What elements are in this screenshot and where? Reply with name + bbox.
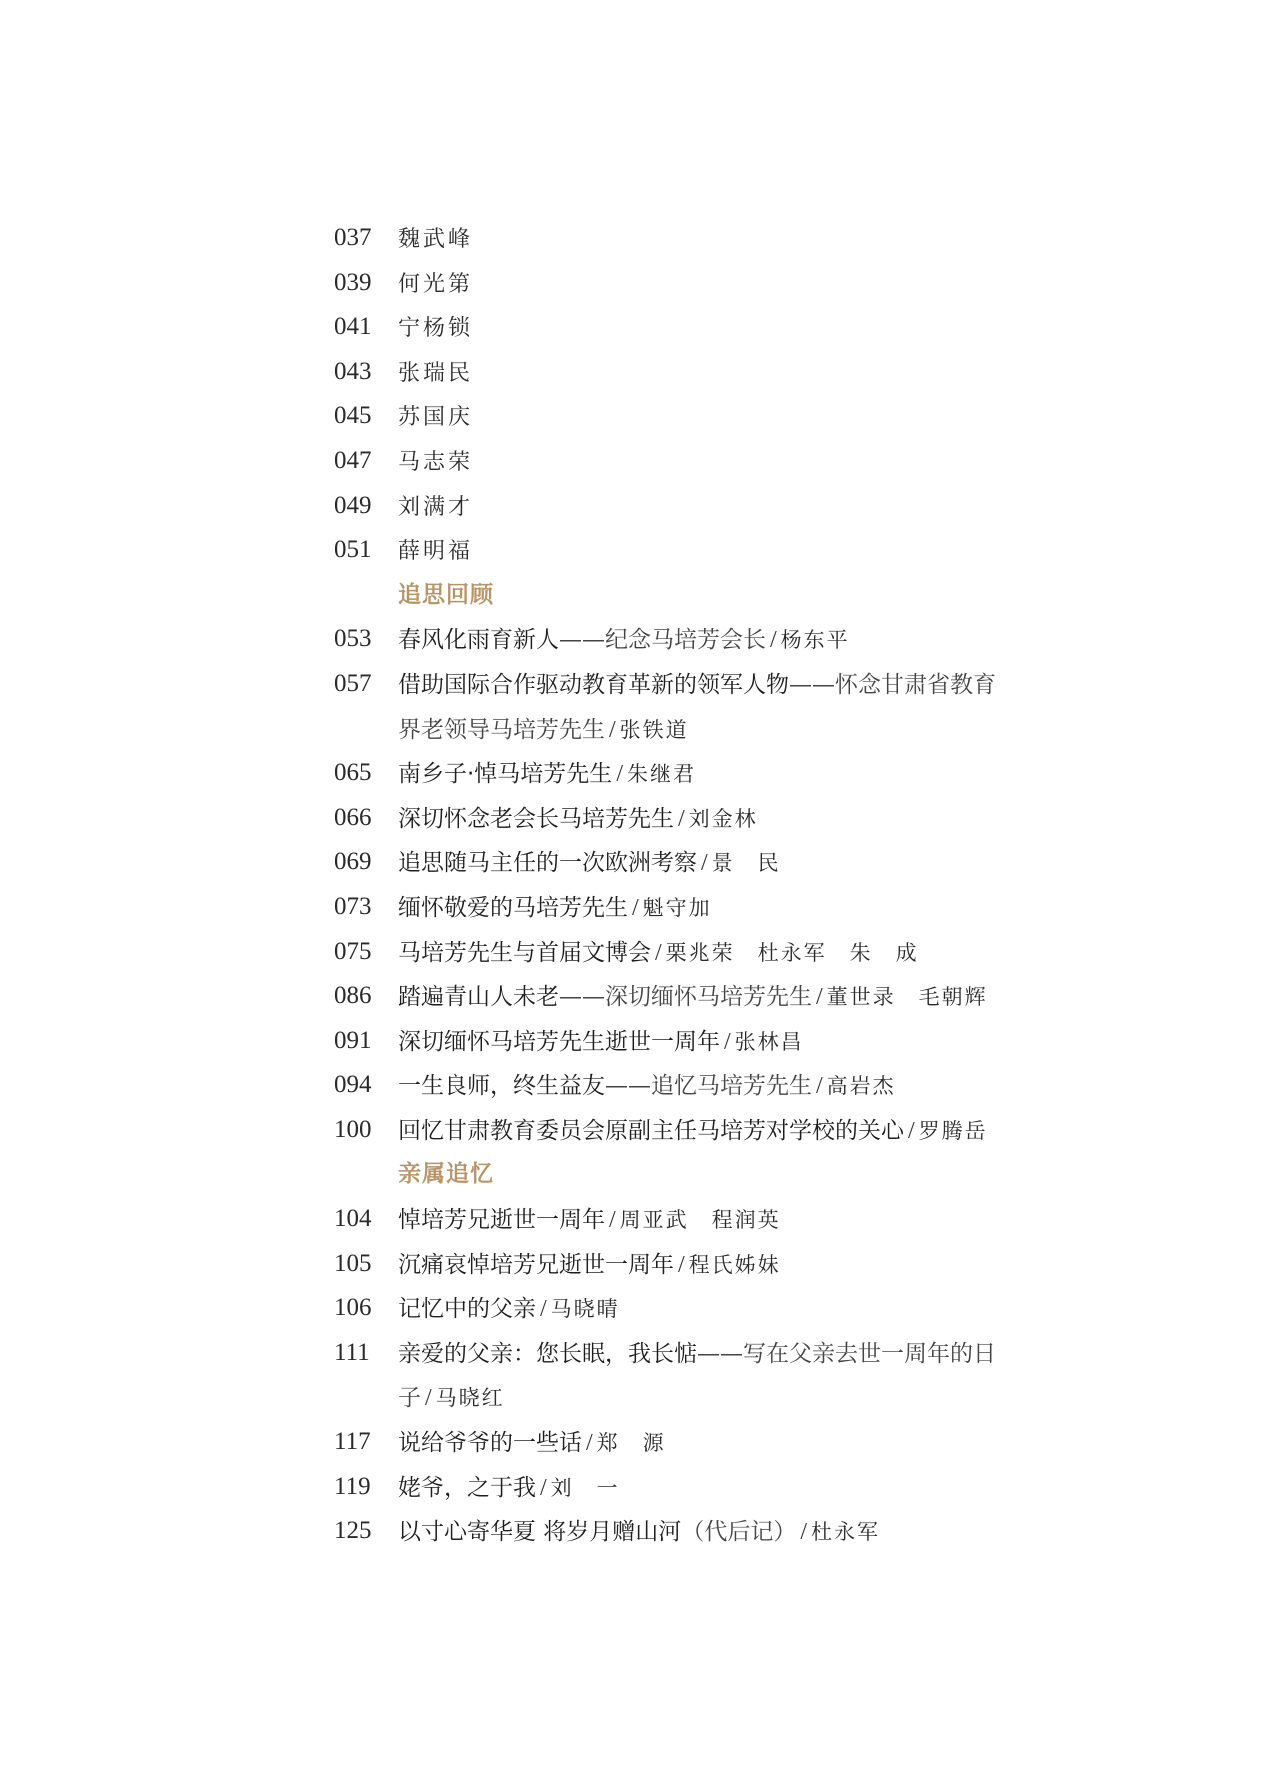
toc-entry [334,1509,1074,1554]
toc-entry [334,974,1074,1019]
entry-subtitle: ——追忆马培芳先生 [605,1073,812,1100]
page-number: 041 [334,313,372,341]
page-number: 111 [334,1338,370,1366]
person-name: 苏国庆 [398,405,474,431]
entry-author: 景 民 [711,851,781,876]
page-number: 045 [334,402,372,430]
entry-title: 春风化雨育新人 [398,627,559,654]
toc-entry [334,1019,1074,1064]
entry-text [398,484,473,531]
entry-author: 程氏姊妹 [688,1252,781,1277]
toc-entry [334,840,1074,885]
entry-text [398,350,473,397]
entry-text [398,216,473,263]
entry-author: 刘 一 [550,1475,620,1500]
entry-author: 魁守加 [642,895,712,920]
author-separator: / [425,1385,432,1412]
entry-text [398,1108,988,1154]
entry-author: 郑 源 [596,1431,666,1456]
author-separator: / [678,805,685,832]
entry-subtitle: ——怀念甘肃省教育 [789,671,996,698]
entry-subtitle: 子 [398,1385,421,1412]
page-number: 094 [334,1071,372,1099]
entry-text [398,1286,620,1332]
entry-text [398,305,473,352]
toc-entry [334,528,1074,573]
page-number: 106 [334,1294,372,1322]
page-number: 069 [334,848,372,876]
page-number: 066 [334,803,372,831]
author-separator: / [632,894,639,921]
page-number: 053 [334,625,372,653]
entry-title: 踏遍青山人未老 [398,984,559,1011]
entry-title: 悼培芳兄逝世一周年 [398,1207,605,1234]
page-number: 091 [334,1026,372,1054]
author-separator: / [609,1207,616,1234]
entry-title: 亲爱的父亲：您长眠，我长惦 [398,1340,697,1367]
toc-entry [334,796,1074,841]
entry-text [398,439,473,486]
section-heading-row [334,573,1074,618]
toc-entry [334,394,1074,439]
person-name: 薛明福 [398,539,474,565]
page-number: 047 [334,446,372,474]
toc-entry [334,261,1074,306]
page-number: 100 [334,1115,372,1143]
toc-entry [334,662,1074,707]
author-separator: / [586,1430,593,1457]
page-number: 043 [334,357,372,385]
page-number: 119 [334,1472,371,1500]
entry-title: 以寸心寄华夏 将岁月赠山河 [398,1519,682,1546]
page-number: 104 [334,1205,372,1233]
page-number: 049 [334,491,372,519]
section-heading-row [334,1152,1074,1197]
entry-text [398,1197,781,1243]
entry-subtitle: 界老领导马培芳先生 [398,716,605,743]
entry-title: 借助国际合作驱动教育革新的领军人物 [398,671,789,698]
toc-entry [334,1286,1074,1331]
entry-author: 罗腾岳 [918,1118,988,1143]
toc-entry [334,216,1074,261]
entry-text [398,1063,896,1109]
person-name: 宁杨锁 [398,316,474,342]
entry-text [398,1509,880,1555]
author-separator: / [616,761,623,788]
author-separator: / [800,1519,807,1546]
toc-entry [334,617,1074,662]
entry-author: 张林昌 [734,1029,804,1054]
entry-text [398,261,473,308]
toc-entry [334,930,1074,975]
entry-text [398,707,689,753]
person-name: 马志荣 [398,449,474,475]
toc-entry [334,707,1074,752]
page-number: 125 [334,1517,372,1545]
author-separator: / [770,627,777,654]
entry-title: 缅怀敬爱的马培芳先生 [398,894,628,921]
author-separator: / [609,716,616,743]
page-number: 051 [334,536,372,564]
entry-author: 朱继君 [626,762,696,787]
entry-text [398,1331,996,1377]
toc-entry [334,1197,1074,1242]
page-number: 037 [334,224,372,251]
entry-author: 高岩杰 [826,1074,896,1099]
entry-text [398,1465,620,1511]
entry-text [398,751,696,797]
entry-title: 回忆甘肃教育委员会原副主任马培芳对学校的关心 [398,1117,904,1144]
section-heading: 亲属追忆 [398,1161,494,1188]
page-number: 039 [334,268,372,296]
author-separator: / [540,1296,547,1323]
entry-author: 杜永军 [810,1520,880,1545]
toc-entry [334,305,1074,350]
author-separator: / [655,939,662,966]
author-separator: / [724,1028,731,1055]
entry-subtitle: ——纪念马培芳会长 [559,627,766,654]
table-of-contents [334,216,1074,1554]
toc-entry [334,439,1074,484]
entry-subtitle: ——写在父亲去世一周年的日 [697,1340,996,1367]
entry-author: 董世录 毛朝辉 [826,985,988,1010]
toc-entry [334,1063,1074,1108]
entry-title: 追思随马主任的一次欧洲考察 [398,850,697,877]
entry-title: 姥爷，之于我 [398,1474,536,1501]
entry-text [398,840,781,886]
toc-entry [334,1331,1074,1376]
author-separator: / [816,984,823,1011]
entry-text [398,974,988,1020]
page-number: 105 [334,1249,372,1277]
page-number: 065 [334,759,372,787]
entry-text [398,617,850,663]
entry-text [398,1242,781,1288]
entry-title: 南乡子·悼马培芳先生 [398,761,613,788]
toc-entry [334,1375,1074,1420]
entry-text [398,796,758,842]
entry-title: 马培芳先生与首届文博会 [398,939,651,966]
toc-entry [334,484,1074,529]
toc-entry [334,1465,1074,1510]
page-number: 086 [334,982,372,1010]
author-separator: / [701,850,708,877]
page-number: 057 [334,669,372,697]
page-number: 117 [334,1428,371,1456]
entry-text [398,394,473,441]
author-separator: / [816,1073,823,1100]
author-separator: / [540,1474,547,1501]
toc-entry [334,1108,1074,1153]
entry-author: 刘金林 [688,806,758,831]
page-number: 075 [334,937,372,965]
entry-title: 深切怀念老会长马培芳先生 [398,805,674,832]
page-number: 073 [334,892,372,920]
entry-title: 沉痛哀悼培芳兄逝世一周年 [398,1251,674,1278]
entry-text [398,1420,666,1466]
entry-title: 说给爷爷的一些话 [398,1430,582,1457]
entry-subtitle: ——深切缅怀马培芳先生 [559,984,812,1011]
toc-entry [334,350,1074,395]
entry-text [398,930,919,976]
entry-text [398,662,996,708]
author-separator: / [908,1117,915,1144]
entry-title: 记忆中的父亲 [398,1296,536,1323]
entry-title: 深切缅怀马培芳先生逝世一周年 [398,1028,720,1055]
entry-title: 一生良师，终生益友 [398,1073,605,1100]
toc-entry [334,1242,1074,1287]
entry-author: 周亚武 程润英 [619,1208,781,1233]
entry-author: 马晓红 [435,1386,505,1411]
section-heading: 追思回顾 [398,581,494,608]
author-separator: / [678,1251,685,1278]
entry-author: 栗兆荣 杜永军 朱 成 [665,940,919,965]
toc-entry [334,751,1074,796]
entry-subtitle: （代后记） [681,1519,797,1546]
entry-text [398,885,712,931]
entry-author: 杨东平 [780,628,850,653]
entry-text [398,1019,804,1065]
person-name: 魏武峰 [398,227,474,252]
entry-text [398,1375,505,1421]
toc-entry [334,885,1074,930]
person-name: 何光第 [398,271,474,297]
person-name: 张瑞民 [398,360,474,386]
entry-author: 张铁道 [619,717,689,742]
entry-author: 马晓晴 [550,1297,620,1322]
person-name: 刘满才 [398,494,474,520]
entry-text [398,528,473,575]
toc-entry [334,1420,1074,1465]
